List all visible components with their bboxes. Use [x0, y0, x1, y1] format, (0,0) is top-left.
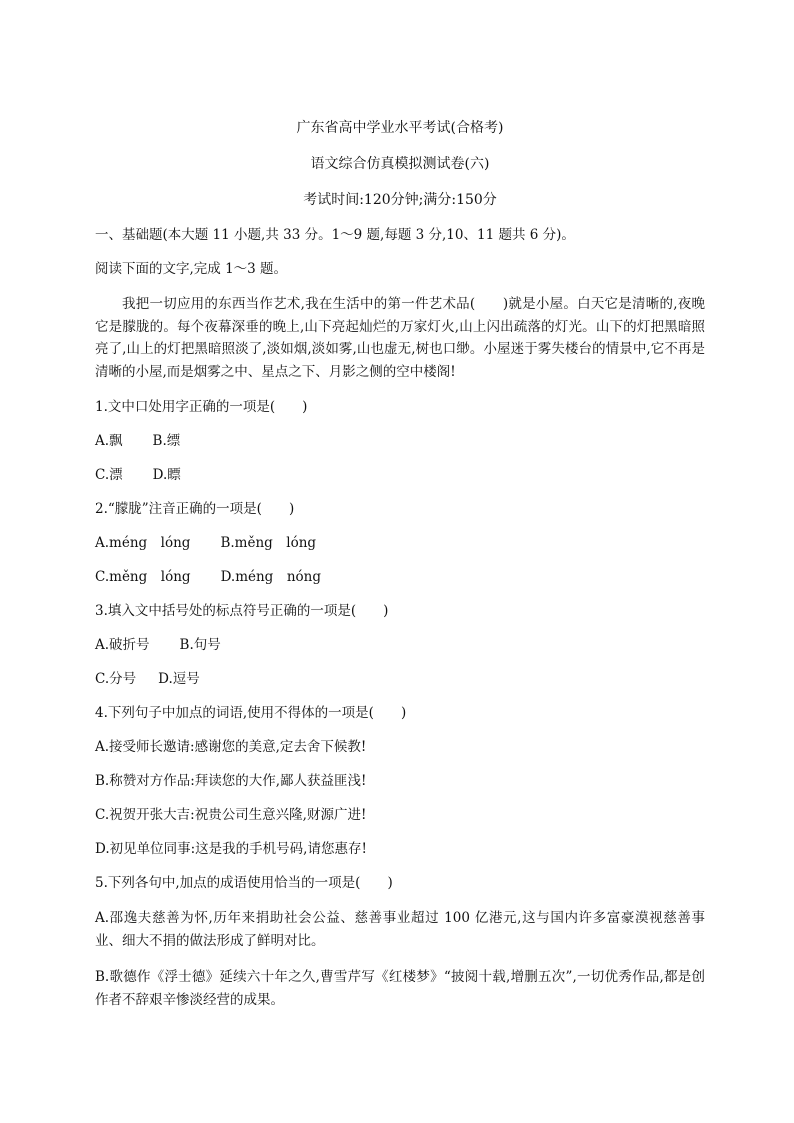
question-3-stem: 3.填入文中括号处的标点符号正确的一项是( ) [95, 603, 389, 619]
exam-subtitle: 语文综合仿真模拟测试卷(六) [310, 156, 490, 172]
question-4-option-c: C.祝贺开张大吉:祝贵公司生意兴隆,财源广进! [95, 807, 367, 823]
question-4-option-d: D.初见单位同事:这是我的手机号码,请您惠存! [95, 841, 367, 857]
option-d: D.瞟 [152, 467, 181, 483]
option-d: D.méng nóng [220, 569, 321, 585]
option-b: B.句号 [179, 637, 221, 653]
option-a: A.破折号 [95, 637, 150, 653]
question-4-stem: 4.下列句子中加点的词语,使用不得体的一项是( ) [95, 705, 407, 721]
reading-passage: 我把一切应用的东西当作艺术,我在生活中的第一件艺术品( )就是小屋。白天它是清晰的,夜晚它是朦胧的。每个夜幕深垂的晚上,山下亮起灿烂的万家灯火,山上闪出疏落的灯光。山下的灯把黑暗照亮了,山上的灯把黑暗照淡了,淡如烟,淡如雾,山也虚无,树也口缈。小屋迷于雾失楼台的情景中,它不再是清晰的小屋,而是烟雾之中、星点之下、月影之侧的空中楼阁! [95, 296, 705, 380]
option-a: A.méng lóng [95, 535, 191, 551]
option-c: C.měng lóng [95, 569, 191, 585]
question-5-option-a: A.邵逸夫慈善为怀,历年来捐助社会公益、慈善事业超过 100 亿港元,这与国内许多富豪漠视慈善事业、细大不捐的做法形成了鲜明对比。 [95, 910, 705, 949]
option-c: C.分号 [95, 671, 137, 687]
option-b: B.缥 [152, 433, 181, 449]
option-a: A.飘 [95, 433, 123, 449]
question-1-options-row-1 [95, 431, 705, 451]
reading-instruction: 阅读下面的文字,完成 1～3 题。 [95, 261, 288, 277]
question-4-option-b: B.称赞对方作品:拜读您的大作,鄙人获益匪浅! [95, 773, 367, 789]
option-d: D.逗号 [158, 671, 200, 687]
question-4-option-a: A.接受师长邀请:感谢您的美意,定去舍下候教! [95, 739, 367, 755]
question-5-option-b: B.歌德作《浮士德》延续六十年之久,曹雪芹写《红楼梦》“披阅十载,增删五次”,一切优秀作品,都是创作者不辞艰辛惨淡经营的成果。 [95, 969, 705, 1008]
option-b: B.měng lóng [220, 535, 317, 551]
exam-title: 广东省高中学业水平考试(合格考) [296, 120, 504, 136]
question-3-options-row-2 [95, 669, 705, 689]
section-heading: 一、基础题(本大题 11 小题,共 33 分。1～9 题,每题 3 分,10、11 题共 6 分)。 [95, 227, 575, 243]
exam-page [95, 118, 705, 1025]
question-2-options-row-1 [95, 533, 705, 553]
question-2-stem: 2.“朦胧”注音正确的一项是( ) [95, 501, 295, 517]
question-1-stem: 1.文中口处用字正确的一项是( ) [95, 399, 308, 415]
exam-info: 考试时间:120分钟;满分:150分 [303, 192, 497, 208]
option-c: C.漂 [95, 467, 123, 483]
question-1-options-row-2 [95, 465, 705, 485]
question-2-options-row-2 [95, 567, 705, 587]
question-5-stem: 5.下列各句中,加点的成语使用恰当的一项是( ) [95, 875, 393, 891]
question-3-options-row-1 [95, 635, 705, 655]
